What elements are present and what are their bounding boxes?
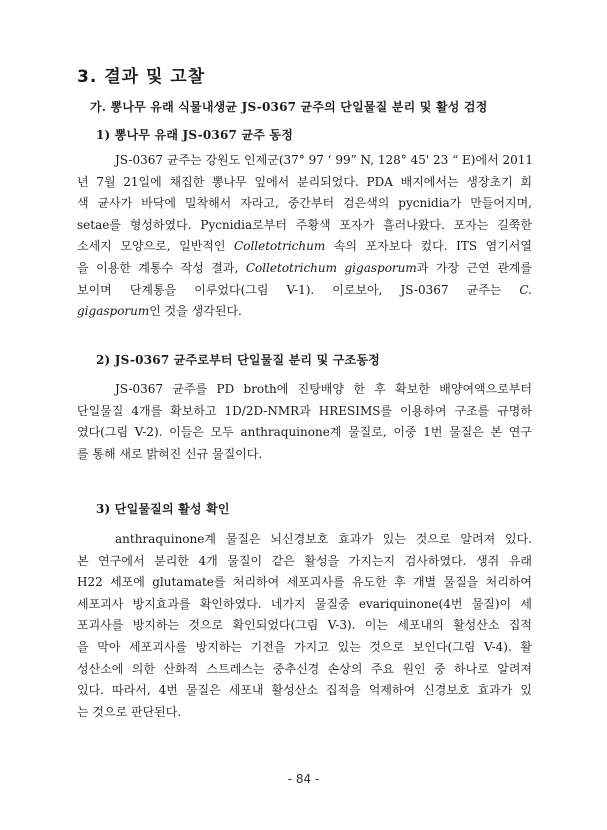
genus-abbrev: C. (519, 282, 532, 297)
species-epithet: gigasporum (77, 304, 150, 319)
section-heading: 3. 결과 및 고찰 (77, 67, 206, 87)
text-line: JS-0367 균주를 PD broth에 진탕배양 한 후 확보한 배양여액으로부터 (115, 382, 532, 396)
text-line: 년 7월 21일에 채집한 뽕나무 잎에서 분리되었다. PDA 배지에서는 생장초기 회 (77, 174, 532, 189)
part-2-paragraph (77, 379, 532, 465)
text-line: 소세지 모양으로, 일반적인 Colletotrichum 속의 포자보다 컸다. ITS 염기서열 (77, 239, 532, 254)
text-line: 포괴사를 방지하는 것으로 확인되었다(그림 V-3). 이는 세포내의 활성산소 집적 (77, 618, 532, 633)
text-line: setae를 형성하였다. Pycnidia로부터 주황색 포자가 흘러나왔다. 포자는 길쭉한 (77, 217, 532, 232)
text-line: 세포괴사 방지효과를 확인하였다. 네가지 물질중 evariquinone(4번 물질)이 세 (77, 596, 532, 611)
part-1-heading: 1) 뽕나무 유래 JS-0367 균주 동정 (96, 128, 294, 142)
text-line: 였다(그림 V-2). 이들은 모두 anthraquinone계 물질로, 이중 1번 물질은 본 연구 (77, 425, 532, 440)
part-3-paragraph (77, 529, 532, 723)
species-name: Colletotrichum gigasporum (245, 260, 417, 275)
page-number: - 84 - (287, 772, 320, 786)
text-line: 을 막아 세포괴사를 방지하는 기전을 가지고 있는 것으로 보인다(그림 V-4). 활 (77, 639, 532, 654)
text-line: 있다. 따라서, 4번 물질은 세포내 활성산소 집적을 억제하여 신경보호 효과가 있 (77, 683, 532, 698)
part-2-heading: 2) JS-0367 균주로부터 단일물질 분리 및 구조동정 (96, 353, 380, 367)
text-line: 성산소에 의한 산화적 스트레스는 중추신경 손상의 주요 원인 중 하나로 알려져 (77, 661, 532, 676)
genus-name: Colletotrichum (234, 239, 326, 254)
text-line: gigasporum인 것을 생각된다. (77, 304, 242, 319)
text-line: 를 통해 새로 밝혀진 신규 물질이다. (77, 446, 263, 461)
text-line: 는 것으로 판단된다. (77, 704, 182, 719)
part-3-heading: 3) 단일물질의 활성 확인 (96, 502, 230, 516)
text-line: 색 균사가 바닥에 밀착해서 자라고, 중간부터 검은색의 pycnidia가 만들어지며, (77, 196, 532, 211)
text-line: 본 연구에서 분리한 4개 물질이 같은 활성을 가지는지 검사하였다. 생쥐 유래 (77, 553, 532, 568)
text-line: JS-0367 균주는 강원도 인제군(37° 97 ‘ 99” N, 128° 45' 23 “ E)에서 2011 (115, 153, 534, 167)
text-line: 을 이용한 계통수 작성 결과, Colletotrichum gigasporum과 가장 근연 관계를 (77, 260, 532, 275)
part-1-paragraph (77, 150, 532, 323)
text-line: 단일물질 4개를 확보하고 1D/2D-NMR과 HRESIMS를 이용하여 구조를 규명하 (77, 403, 532, 418)
text-line: anthraquinone계 물질은 뇌신경보호 효과가 있는 것으로 알려져 있다. (115, 532, 532, 546)
subsection-heading: 가. 뽕나무 유래 식물내생균 JS-0367 균주의 단일물질 분리 및 활성 검정 (90, 100, 488, 114)
text-line: H22 세포에 glutamate를 처리하여 세포괴사를 유도한 후 개별 물질을 처리하여 (77, 575, 532, 590)
text-line: 보이며 단계통을 이루었다(그림 V-1). 이로보아, JS-0367 균주는 C. (77, 282, 532, 297)
